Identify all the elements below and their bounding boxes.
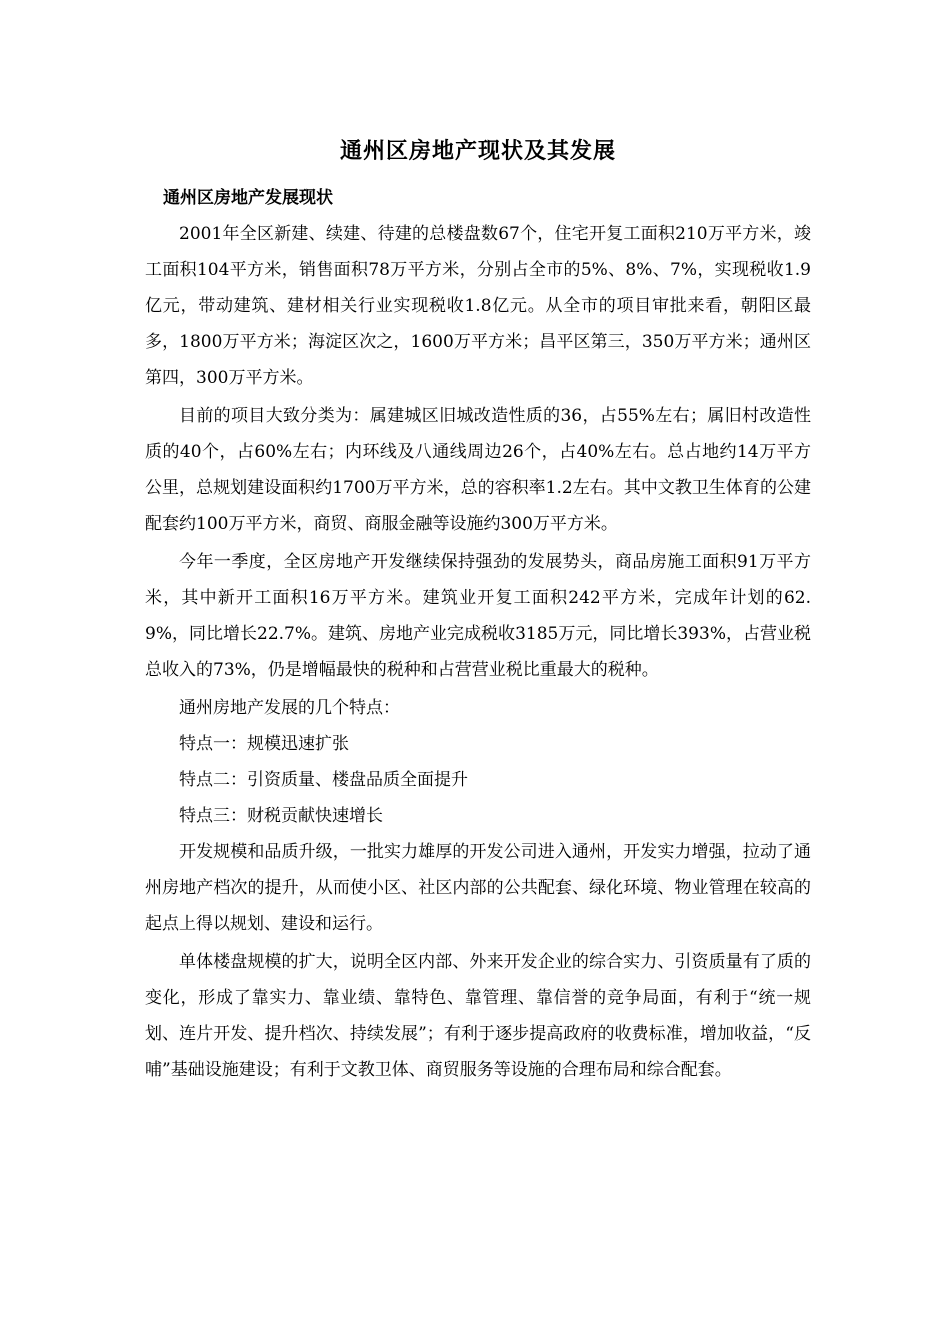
document-page (145, 132, 811, 1090)
feature-item: 特点二：引资质量、楼盘品质全面提升 (179, 770, 468, 790)
paragraph-first-quarter: 今年一季度，全区房地产开发继续保持强劲的发展势头，商品房施工面积91万平方米，其中新开工面积16万平方米。建筑业开复工面积242平方米，完成年计划的62.9%，同比增长22.7%。建筑、房地产业完成税收3185万元，同比增长393%，占营业税总收入的73%，仍是增幅最快的税种和占营营业税比重最大的税种。 (145, 552, 811, 680)
section-heading: 通州区房地产发展现状 (163, 188, 333, 208)
paragraph-scale-expansion: 单体楼盘规模的扩大，说明全区内部、外来开发企业的综合实力、引资质量有了质的变化，形成了靠实力、靠业绩、靠特色、靠管理、靠信誉的竞争局面，有利于“统一规划、连片开发、提升档次、持续发展”；有利于逐步提高政府的收费标准，增加收益，“反哺”基础设施建设；有利于文教卫体、商贸服务等设施的合理布局和综合配套。 (145, 952, 811, 1080)
features-intro: 通州房地产发展的几个特点： (179, 698, 400, 718)
paragraph-project-classification: 目前的项目大致分类为：属建城区旧城改造性质的36，占55%左右；属旧村改造性质的40个，占60%左右；内环线及八通线周边26个，占40%左右。总占地约14万平方公里，总规划建设面积约1700万平方米，总的容积率1.2左右。其中文教卫生体育的公建配套约100万平方米，商贸、商服金融等设施约300万平方米。 (145, 406, 811, 534)
feature-item: 特点三：财税贡献快速增长 (179, 806, 383, 826)
paragraph-statistics-2001: 2001年全区新建、续建、待建的总楼盘数67个，住宅开复工面积210万平方米，竣工面积104平方米，销售面积78万平方米，分别占全市的5%、8%、7%，实现税收1.9亿元，带动建筑、建材相关行业实现税收1.8亿元。从全市的项目审批来看，朝阳区最多，1800万平方米；海淀区次之，1600万平方米；昌平区第三，350万平方米；通州区第四，300万平方米。 (145, 224, 811, 388)
feature-item: 特点一：规模迅速扩张 (179, 734, 349, 754)
paragraph-quality-upgrade: 开发规模和品质升级，一批实力雄厚的开发公司进入通州，开发实力增强，拉动了通州房地产档次的提升，从而使小区、社区内部的公共配套、绿化环境、物业管理在较高的起点上得以规划、建设和运行。 (145, 842, 811, 934)
document-title: 通州区房地产现状及其发展 (339, 138, 616, 164)
